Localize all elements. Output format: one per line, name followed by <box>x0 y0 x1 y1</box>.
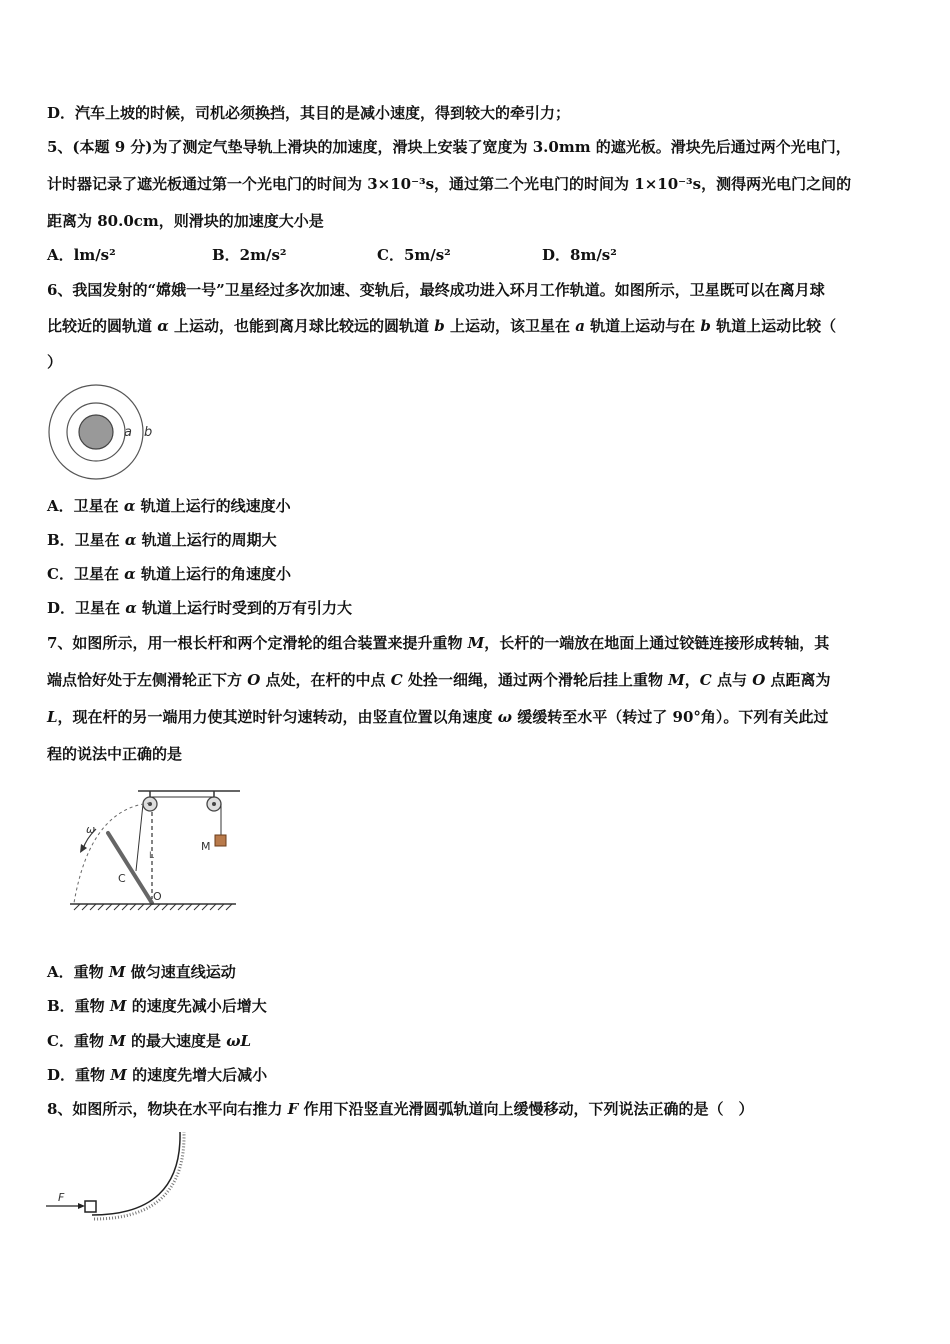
rod <box>108 833 155 903</box>
text-span: D．重物 <box>47 1066 111 1084</box>
text-span: ，现在杆的另一端用力使其逆时针匀速转动，由竖直位置以角速度 <box>57 708 498 726</box>
q7-option-d <box>47 1065 267 1085</box>
q6-option-c <box>47 564 291 584</box>
var-a: a <box>575 317 585 335</box>
arc-track-hatching <box>94 1132 184 1219</box>
q5-option-a: A．lm/s² <box>47 246 116 264</box>
q5-option-b: B．2m/s² <box>212 246 287 264</box>
block <box>85 1201 96 1212</box>
rotation-arc <box>74 803 150 903</box>
var-M: M <box>109 997 127 1015</box>
q6-option-a <box>47 496 291 516</box>
q6-option-b <box>47 530 277 550</box>
text-span: A．卫星在 <box>47 497 124 515</box>
q6-orbit-figure <box>44 384 164 484</box>
q5-stem-line2: 计时器记录了遮光板通过第一个光电门的时间为 3×10⁻³s，通过第二个光电门的时间为 1×10⁻³s，测得两光电门之间的 <box>47 175 852 193</box>
point-o-label: O <box>153 890 162 903</box>
var-M: M <box>668 671 685 689</box>
text-span: 上运动，该卫星在 <box>444 317 576 335</box>
var-alpha: α <box>123 497 136 515</box>
orbit-b-label: b <box>144 425 153 440</box>
arc-track <box>92 1132 180 1215</box>
text-span: ，长杆的一端放在地面上通过铰链连接形成转轴，其 <box>484 634 830 652</box>
q7-option-a <box>47 962 236 982</box>
q8-arc-figure <box>44 1128 194 1223</box>
text-span: A．重物 <box>47 963 109 981</box>
mass-block <box>215 835 226 846</box>
var-omega-l: ωL <box>226 1032 252 1050</box>
q6-stem-line2 <box>47 316 836 336</box>
text-span: 点距离为 <box>765 671 831 689</box>
q5-option-d: D．8m/s² <box>542 246 617 264</box>
text-span: B．卫星在 <box>47 531 125 549</box>
text-span: 轨道上运动比较（ <box>710 317 837 335</box>
q7-stem-line2 <box>47 670 831 690</box>
q5-stem-line3: 距离为 80.0cm，则滑块的加速度大小是 <box>47 212 324 230</box>
q8-stem-line1 <box>47 1099 754 1119</box>
q7-stem-line1 <box>47 633 829 653</box>
text-span: C．重物 <box>47 1032 110 1050</box>
text-span: 处拴一细绳，通过两个滑轮后挂上重物 <box>402 671 669 689</box>
q5-option-c: C．5m/s² <box>377 246 451 264</box>
var-alpha: α <box>124 565 136 583</box>
var-alpha: α <box>124 531 137 549</box>
text-span: 端点恰好处于左侧滑轮正下方 <box>47 671 248 689</box>
rotation-arrowhead <box>80 844 87 853</box>
q6-stem-line1: 6、我国发射的“嫦娥一号”卫星经过多次加速、变轨后，最终成功进入环月工作轨道。如图所示，卫星既可以在离月球 <box>47 281 825 299</box>
q5-stem-line1: 5、(本题 9 分)为了测定气垫导轨上滑块的加速度，滑块上安装了宽度为 3.0mm 的遮光板。滑块先后通过两个光电门， <box>47 138 851 156</box>
text-span: 的速度先增大后减小 <box>126 1066 268 1084</box>
text-span: 做匀速直线运动 <box>125 963 236 981</box>
left-pulley-axle <box>148 802 152 806</box>
q7-option-b <box>47 996 267 1016</box>
q7-stem-line4: 程的说法中正确的是 <box>47 745 183 763</box>
text-span: 轨道上运行的周期大 <box>136 531 277 549</box>
moon-circle <box>79 415 113 449</box>
var-M: M <box>108 963 126 981</box>
var-F: F <box>287 1100 299 1118</box>
q7-stem-line3 <box>47 707 828 727</box>
text-span: 8、如图所示，物块在水平向右推力 <box>47 1100 288 1118</box>
text-span: 的速度先减小后增大 <box>126 997 267 1015</box>
text-span: 缓缓转至水平（转过了 90°角）。下列有关此过 <box>512 708 829 726</box>
text-span: 7、如图所示，用一根长杆和两个定滑轮的组合装置来提升重物 <box>47 634 468 652</box>
force-arrowhead <box>78 1203 85 1209</box>
var-O: O <box>752 671 766 689</box>
text-span: 点与 <box>711 671 753 689</box>
q7-pulley-figure <box>66 783 246 913</box>
text-span: D．卫星在 <box>47 599 126 617</box>
var-alpha: α <box>157 317 169 335</box>
mass-label: M <box>201 840 211 853</box>
text-span: ， <box>684 671 700 689</box>
var-b: b <box>434 317 445 335</box>
var-O: O <box>247 671 261 689</box>
orbit-a-label: a <box>124 425 132 440</box>
q7-option-c <box>47 1031 251 1051</box>
text-span: 轨道上运行时受到的万有引力大 <box>136 599 353 617</box>
point-c-label: C <box>118 872 126 885</box>
var-M: M <box>109 1032 126 1050</box>
text-span: 作用下沿竖直光滑圆弧轨道向上缓慢移动，下列说法正确的是（ ） <box>298 1100 754 1118</box>
right-pulley-axle <box>212 802 216 806</box>
var-M: M <box>467 634 485 652</box>
text-span: B．重物 <box>47 997 110 1015</box>
omega-label: ω <box>86 823 96 836</box>
var-M: M <box>110 1066 127 1084</box>
var-C: C <box>699 671 712 689</box>
text-span: 轨道上运行的角速度小 <box>135 565 291 583</box>
force-label: F <box>58 1191 65 1204</box>
var-omega: ω <box>497 708 513 726</box>
var-C: C <box>390 671 403 689</box>
var-L: L <box>47 708 58 726</box>
text-span: 轨道上运动与在 <box>584 317 701 335</box>
q6-stem-line3: ） <box>47 353 63 371</box>
length-label: L <box>149 851 155 861</box>
text-span: 比较近的圆轨道 <box>47 317 158 335</box>
q4-option-d: D．汽车上坡的时候，司机必须换挡，其目的是减小速度，得到较大的牵引力； <box>47 104 571 122</box>
q6-option-d <box>47 598 352 618</box>
var-b: b <box>700 317 711 335</box>
var-alpha: α <box>125 599 137 617</box>
rope-to-c <box>136 804 143 871</box>
text-span: 的最大速度是 <box>125 1032 227 1050</box>
ground-hatching <box>74 904 232 910</box>
text-span: C．卫星在 <box>47 565 125 583</box>
text-span: 上运动，也能到离月球比较远的圆轨道 <box>168 317 435 335</box>
text-span: 轨道上运行的线速度小 <box>135 497 291 515</box>
text-span: 点处，在杆的中点 <box>260 671 391 689</box>
